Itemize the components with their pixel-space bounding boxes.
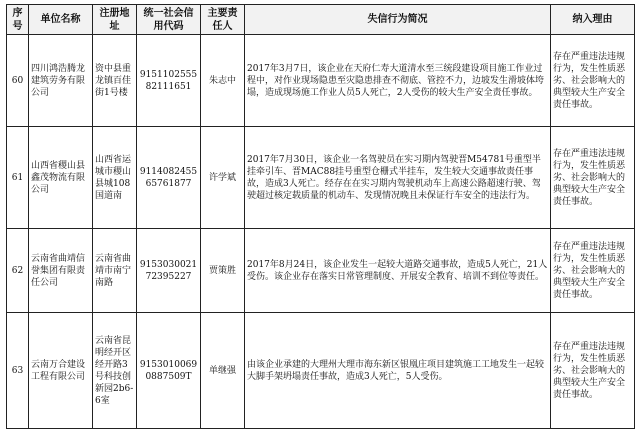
- cell-name: 云南万合建设工程有限公司: [29, 313, 93, 429]
- header-name: 单位名称: [29, 5, 93, 35]
- cell-person: 贾策胜: [201, 229, 245, 313]
- cell-code: 915303002172395227: [137, 229, 201, 313]
- cell-no: 61: [7, 127, 29, 229]
- header-addr: 注册地址: [93, 5, 137, 35]
- header-desc: 失信行为简况: [245, 5, 551, 35]
- header-person: 主要责任人: [201, 5, 245, 35]
- cell-no: 63: [7, 313, 29, 429]
- cell-reason: 存在严重违法违规行为，发生性质恶劣、社会影响大的典型较大生产安全责任事故。: [551, 313, 635, 429]
- cell-reason: 存在严重违法违规行为，发生性质恶劣、社会影响大的典型较大生产安全责任事故。: [551, 229, 635, 313]
- cell-code: 911408245565761877: [137, 127, 201, 229]
- header-code: 统一社会信用代码: [137, 5, 201, 35]
- header-no: 序号: [7, 5, 29, 35]
- cell-name: 四川鸿浩腾龙建筑劳务有限公司: [29, 35, 93, 127]
- cell-no: 62: [7, 229, 29, 313]
- table-row: [7, 229, 635, 313]
- cell-reason: 存在严重违法违规行为，发生性质恶劣、社会影响大的典型较大生产安全责任事故。: [551, 127, 635, 229]
- cell-addr: 云南省曲靖市南宁南路: [93, 229, 137, 313]
- table-header-row: [7, 5, 635, 35]
- cell-desc: 由该企业承建的大理州大理市海东新区银凰庄项目建筑施工工地发生一起较大脚手架坍塌责任事故，造成3人死亡，5人受伤。: [245, 313, 551, 429]
- header-reason: 纳入理由: [551, 5, 635, 35]
- cell-addr: 山西省运城市稷山县城108国道南: [93, 127, 137, 229]
- cell-name: 山西省稷山县鑫茂物流有限公司: [29, 127, 93, 229]
- cell-person: 许学斌: [201, 127, 245, 229]
- cell-addr: 云南省昆明经开区经开路3号科技创新园2b6-6室: [93, 313, 137, 429]
- cell-code: 915110255582111651: [137, 35, 201, 127]
- table-row: [7, 313, 635, 429]
- cell-no: 60: [7, 35, 29, 127]
- cell-desc: 2017年7月30日，该企业一名驾驶员在实习期内驾驶晋M54781号重型半挂牵引车、晋MAC88挂号重型仓栅式半挂车，发生较大交通事故责任事故，造成3人死亡。经存在在实习期内驾驶机动车上高速公路超速行驶、驾驶超过核定载质量的机动车、发现情况晚且未保证行车安全的违法行为。: [245, 127, 551, 229]
- cell-addr: 资中县重龙镇百佳街1号楼: [93, 35, 137, 127]
- cell-code: 91530100690887509T: [137, 313, 201, 429]
- cell-desc: 2017年3月7日，该企业在天府仁寿大道清水至三统段建设项目施工作业过程中，对作业现场隐患至灾隐患排查不彻底、管控不力，边坡发生滑坡体垮塌，造成现场施工作业人员5人死亡，2人受伤的较大生产安全责任事故。: [245, 35, 551, 127]
- table-row: [7, 35, 635, 127]
- cell-person: 单继强: [201, 313, 245, 429]
- blacklist-table: [6, 4, 635, 429]
- cell-desc: 2017年8月24日，该企业发生一起较大道路交通事故，造成5人死亡，21人受伤。该企业存在落实日常管理制度、开展安全教育、培训不到位等责任。: [245, 229, 551, 313]
- cell-person: 朱志中: [201, 35, 245, 127]
- table-row: [7, 127, 635, 229]
- cell-reason: 存在严重违法违规行为，发生性质恶劣、社会影响大的典型较大生产安全责任事故。: [551, 35, 635, 127]
- cell-name: 云南省曲靖信誉集团有限责任公司: [29, 229, 93, 313]
